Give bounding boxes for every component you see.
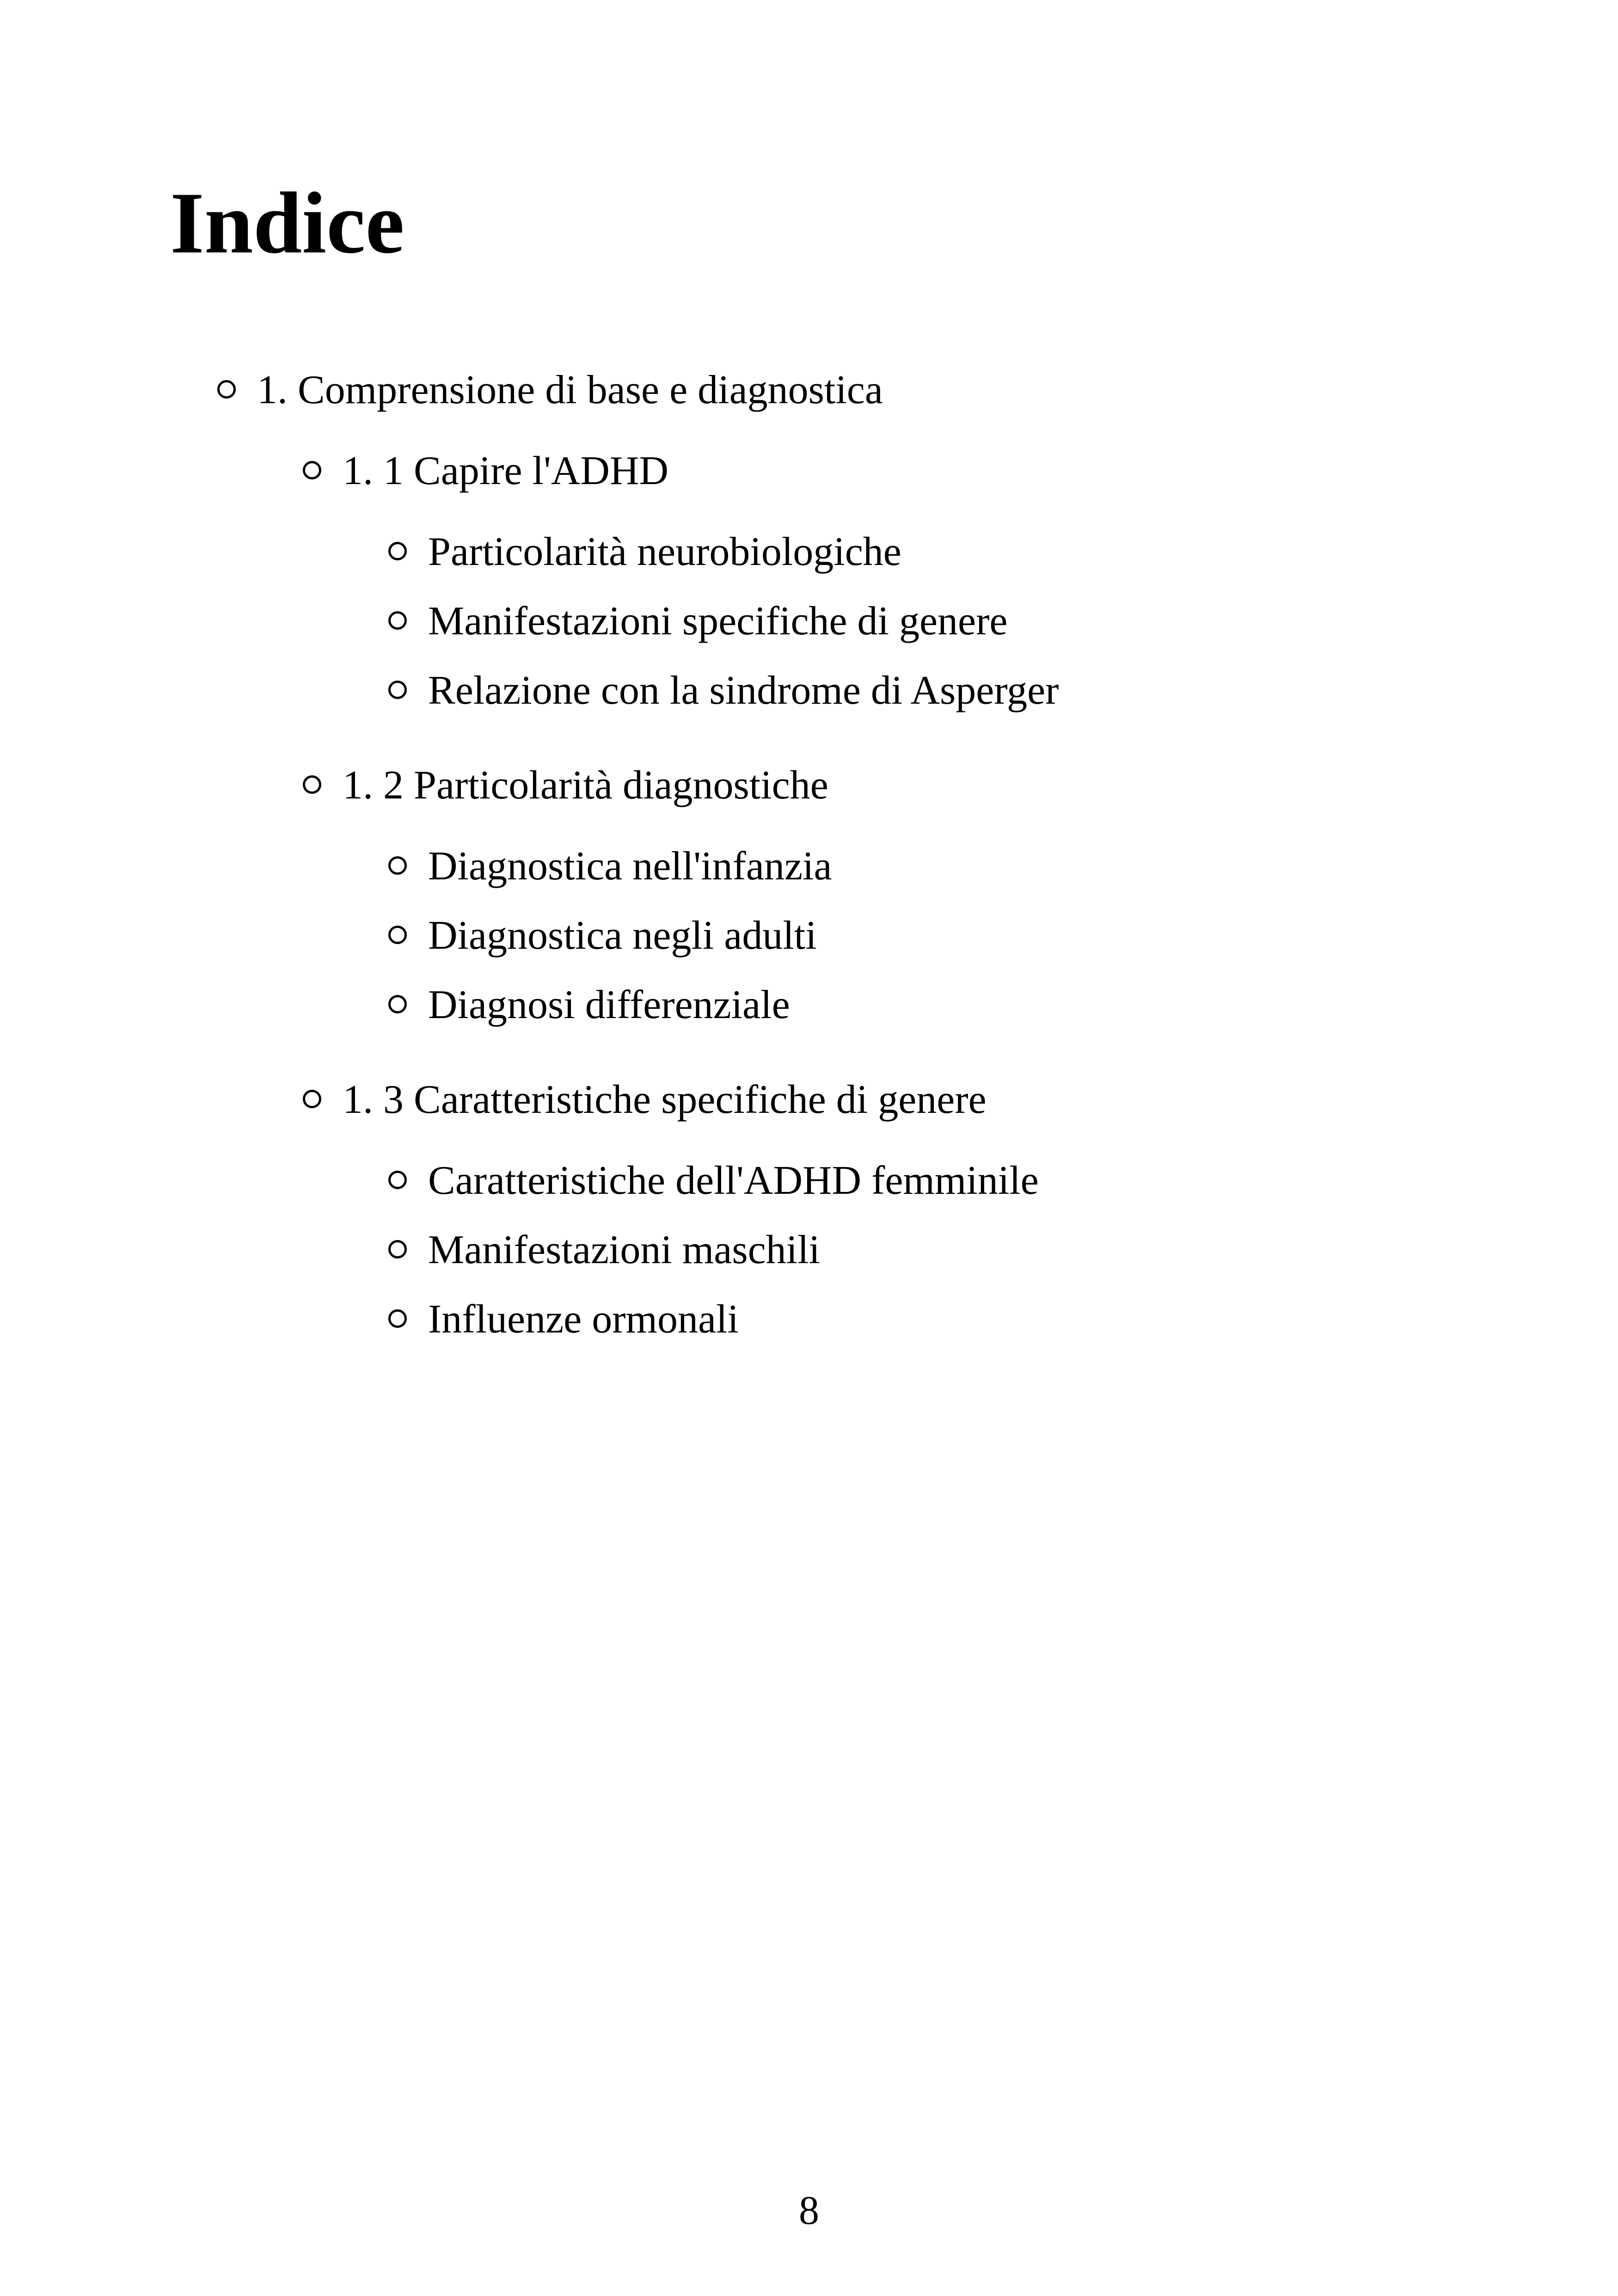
- toc-item[interactable]: [388, 670, 1059, 711]
- circle-bullet-icon: [388, 926, 407, 944]
- toc-item[interactable]: [388, 529, 901, 574]
- toc-section-label: 1. 2 Particolarità diagnostiche: [343, 763, 828, 808]
- page-title: Indice: [170, 175, 404, 272]
- circle-bullet-icon: [388, 1240, 407, 1259]
- toc-item[interactable]: [388, 601, 1007, 642]
- toc-item-label: Influenze ormonali: [428, 1297, 739, 1342]
- circle-bullet-icon: [388, 856, 407, 875]
- toc-item[interactable]: [388, 915, 817, 956]
- circle-bullet-icon: [388, 542, 407, 560]
- circle-bullet-icon: [303, 775, 321, 794]
- page-number: 8: [799, 2188, 819, 2233]
- toc-chapter-label: 1. Comprensione di base e diagnostica: [257, 368, 883, 412]
- circle-bullet-icon: [388, 995, 407, 1013]
- circle-bullet-icon: [388, 611, 407, 630]
- toc-item-label: Diagnosi differenziale: [428, 982, 790, 1027]
- circle-bullet-icon: [217, 380, 236, 399]
- toc-item-label: Relazione con la sindrome di Asperger: [428, 668, 1059, 713]
- circle-bullet-icon: [303, 461, 321, 479]
- toc-item[interactable]: [388, 1160, 1039, 1201]
- toc-section-label: 1. 3 Caratteristiche specifiche di genere: [343, 1077, 987, 1122]
- circle-bullet-icon: [303, 1090, 321, 1108]
- toc-section-1-3[interactable]: [303, 1077, 987, 1122]
- toc-section-label: 1. 1 Capire l'ADHD: [343, 448, 669, 493]
- toc-item-label: Particolarità neurobiologiche: [428, 529, 901, 574]
- toc-item-label: Caratteristiche dell'ADHD femminile: [428, 1158, 1039, 1203]
- circle-bullet-icon: [388, 681, 407, 699]
- toc-item[interactable]: [388, 982, 790, 1027]
- toc-section-1-2[interactable]: [303, 765, 828, 806]
- toc-item[interactable]: [388, 1230, 820, 1271]
- toc-section-1-1[interactable]: [303, 448, 669, 493]
- toc-item[interactable]: [388, 1299, 739, 1340]
- toc-item-label: Manifestazioni specifiche di genere: [428, 599, 1008, 644]
- toc-item-label: Diagnostica nell'infanzia: [428, 844, 832, 889]
- toc-item-label: Diagnostica negli adulti: [428, 913, 817, 958]
- circle-bullet-icon: [388, 1309, 407, 1328]
- circle-bullet-icon: [388, 1171, 407, 1189]
- toc-chapter-1[interactable]: [217, 370, 883, 411]
- toc-item-label: Manifestazioni maschili: [428, 1228, 820, 1272]
- toc-item[interactable]: [388, 846, 832, 887]
